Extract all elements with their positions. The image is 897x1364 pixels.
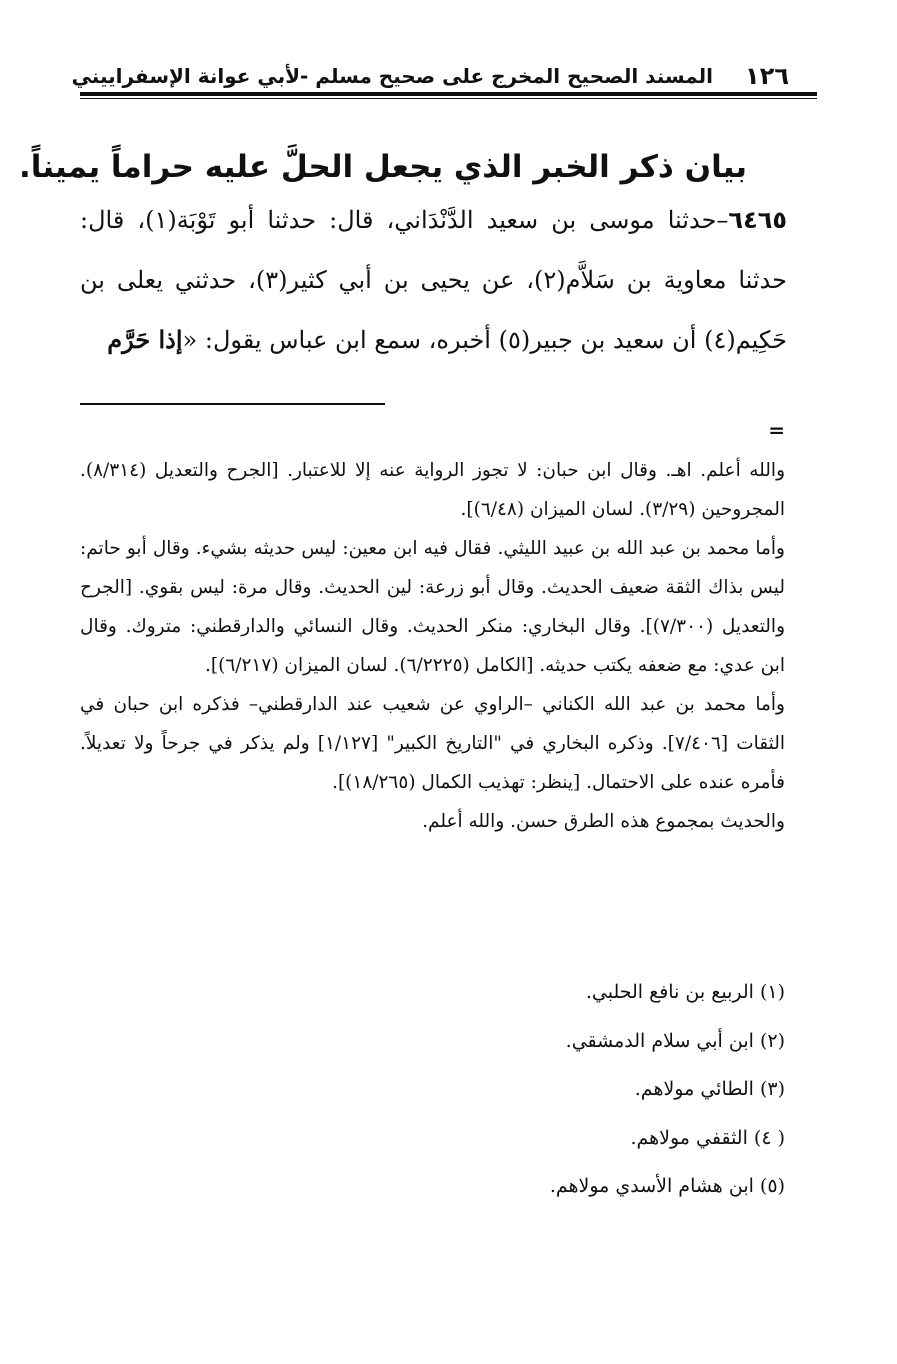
footnote-paragraph: وأما محمد بن عبد الله الكناني –الراوي عن شعيب عند الدارقطني– فذكره ابن حبان في الثقات [٧/٤٠٦]. وذكره البخاري في "التاريخ الكبير" [١/١٢٧] ولم يذكر في جرحاً ولا تعديلاً. فأمره عنده على الاحتمال. [ينظر: تهذيب الكمال (١٨/٢٦٥)]. xyxy=(80,694,785,793)
hadith-matn-opening: إذا حَرَّم xyxy=(107,325,183,354)
hadith-text-block xyxy=(80,190,787,370)
footnote-list xyxy=(80,972,785,1215)
footnote-item: (٣) الطائي مولاهم. xyxy=(634,1078,785,1100)
footnotes-block xyxy=(80,451,785,841)
header-rule-thin xyxy=(80,98,817,99)
footnote-separator xyxy=(80,403,385,405)
footnote-continuation-mark: = xyxy=(768,418,785,442)
footnote-item: (٢) ابن أبي سلام الدمشقي. xyxy=(565,1029,785,1052)
running-title: المسند الصحيح المخرج على صحيح مسلم -لأبي عوانة الإسفراييني xyxy=(71,64,713,88)
footnote-item: ( ٤) الثقفي مولاهم. xyxy=(630,1126,785,1149)
footnote-paragraph: والله أعلم. اهـ. وقال ابن حبان: لا تجوز الرواية عنه إلا للاعتبار. [الجرح والتعديل (٨/٣١٤). المجروحين (٣/٢٩). لسان الميزان (٦/٤٨)]. xyxy=(80,460,785,520)
footnote-paragraph: وأما محمد بن عبد الله بن عبيد الليثي. فقال فيه ابن معين: ليس حديثه بشيء. وقال أبو حاتم: ليس بذاك الثقة ضعيف الحديث. وقال أبو زرعة: لين الحديث. وقال مرة: ليس بقوي. [الجرح والتعديل (٧/٣٠٠)]. وقال البخاري: منكر الحديث. وقال النسائي والدارقطني: متروك. وقال ابن عدي: مع ضعفه يكتب حديثه. [الكامل (٦/٢٢٢٥). لسان الميزان (٦/٢١٧)]. xyxy=(80,538,786,676)
footnote-item: (٥) ابن هشام الأسدي مولاهم. xyxy=(549,1175,785,1197)
hadith-text: –حدثنا موسى بن سعيد الدَّنْدَاني، قال: حدثنا أبو تَوْبَة(١)، قال: حدثنا معاوية بن سَلاَّم(٢)، عن يحيى بن أبي كثير(٣)، حدثني يعلى بن حَكِيم(٤) أن سعيد بن جبير(٥) أخبره، سمع ابن عباس يقول: « xyxy=(80,206,787,354)
footnote-paragraph: والحديث بمجموع هذه الطرق حسن. والله أعلم. xyxy=(422,811,785,832)
chapter-heading: بيان ذكر الخبر الذي يجعل الحلَّ عليه حراماً يميناً. xyxy=(18,148,747,185)
page-number: ١٢٦ xyxy=(745,62,789,90)
header-rule-thick xyxy=(80,92,817,96)
hadith-paragraph xyxy=(80,190,787,370)
hadith-number: ٦٤٦٥ xyxy=(728,206,788,234)
footnote-item: (١) الربيع بن نافع الحلبي. xyxy=(585,981,785,1003)
page-header xyxy=(71,56,799,96)
